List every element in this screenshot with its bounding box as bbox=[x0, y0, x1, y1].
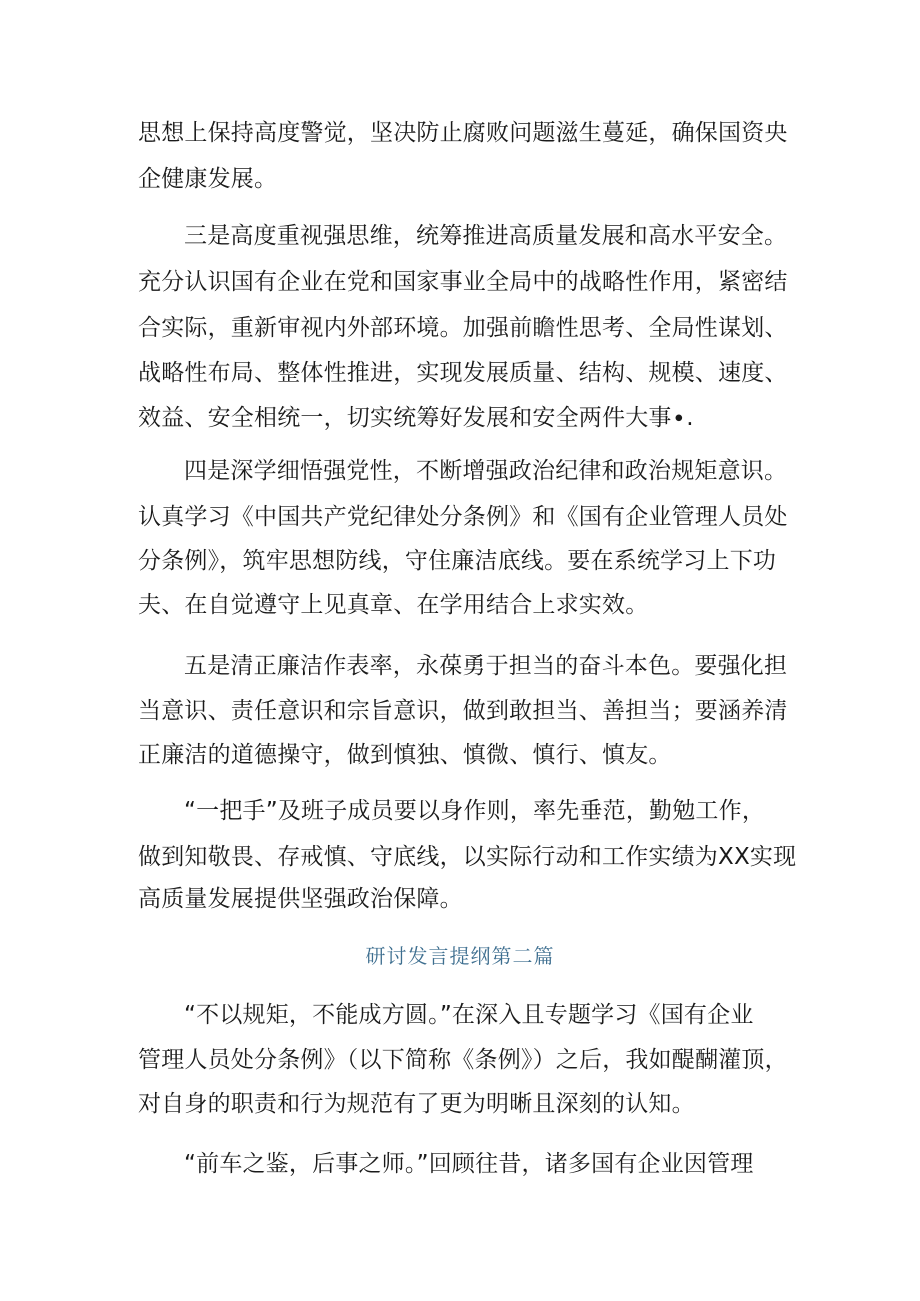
text-line: 分条例》，筑牢思想防线，守住廉洁底线。要在系统学习上下功 bbox=[138, 548, 777, 574]
text-line: “不以规矩，不能成方圆。”在深入且专题学习《国有企业 bbox=[184, 1002, 754, 1028]
text-line: 思想上保持高度警觉，坚决防止腐败问题滋生蔓延，确保国资央 bbox=[138, 120, 788, 146]
text-line: 企健康发展。 bbox=[138, 166, 278, 192]
text-line: 当意识、责任意识和宗旨意识，做到敢担当、善担当；要涵养清 bbox=[138, 698, 788, 724]
text-line: “一把手”及班子成员要以身作则，率先垂范，勤勉工作， bbox=[184, 798, 766, 824]
text-line: 高质量发展提供坚强政治保障。 bbox=[138, 886, 463, 912]
section-heading: 研讨发言提纲第二篇 bbox=[365, 944, 555, 968]
text-line: 效益、安全相统一，切实统筹好发展和安全两件大事∙. bbox=[138, 405, 694, 431]
text-line: “前车之鉴，后事之师。”回顾往昔，诸多国有企业因管理 bbox=[184, 1151, 754, 1177]
text-line: 认真学习《中国共产党纪律处分条例》和《国有企业管理人员处 bbox=[138, 504, 788, 530]
text-line: 四是深学细悟强党性，不断增强政治纪律和政治规矩意识。 bbox=[184, 458, 788, 484]
text-line: 五是清正廉洁作表率，永葆勇于担当的奋斗本色。要强化担 bbox=[184, 653, 788, 679]
text-line: 三是高度重视强思维，统筹推进高质量发展和高水平安全。 bbox=[184, 223, 788, 249]
text-line: 夫、在自觉遵守上见真章、在学用结合上求实效。 bbox=[138, 592, 649, 618]
text-line: 正廉洁的道德操守，做到慎独、慎微、慎行、慎友。 bbox=[138, 742, 672, 768]
text-line: 做到知敬畏、存戒慎、守底线，以实际行动和工作实绩为XX实现 bbox=[138, 844, 797, 870]
text-line: 战略性布局、整体性推进，实现发展质量、结构、规模、速度、 bbox=[138, 360, 788, 386]
text-line: 管理人员处分条例》（以下简称《条例》）之后，我如醍醐灌顶， bbox=[138, 1047, 788, 1073]
text-line: 对自身的职责和行为规范有了更为明晰且深刻的认知。 bbox=[138, 1091, 695, 1117]
text-line: 充分认识国有企业在党和国家事业全局中的战略性作用，紧密结 bbox=[138, 269, 788, 295]
text-line: 合实际，重新审视内外部环境。加强前瞻性思考、全局性谋划、 bbox=[138, 315, 788, 341]
